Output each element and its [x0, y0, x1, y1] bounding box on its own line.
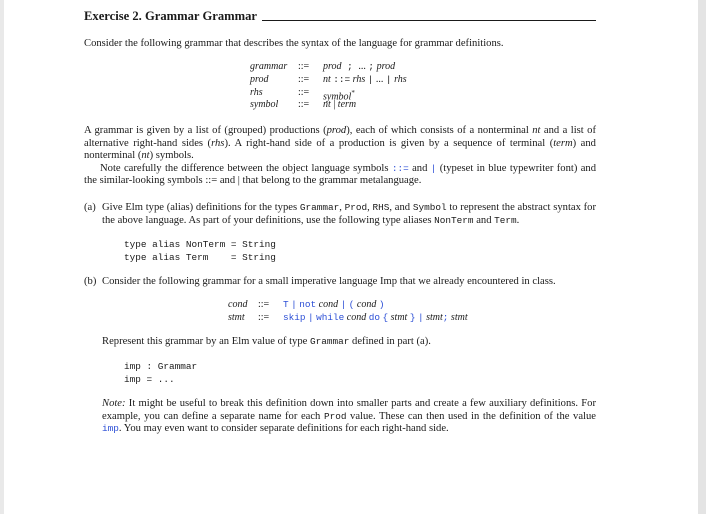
imp-grammar: [228, 299, 508, 325]
represent-text: Represent this grammar by an Elm value of type Grammar defined in part (a).: [102, 336, 431, 347]
part-a-label: (a): [84, 202, 96, 213]
left-margin-shade: [0, 0, 4, 514]
note-paragraph: Note: It might be useful to break this definition down into smaller parts and create a few auxiliary definitions. For example, you can define a separate name for each Prod value. These can then used in the definition of the value imp. You may even want to consider separate definitions for each right-hand side.: [102, 398, 596, 435]
right-margin-shade: [698, 0, 706, 514]
grammar-rule: [250, 61, 450, 74]
stmt-rhs: skip | while cond do { stmt } | stmt; stmt: [283, 311, 468, 323]
note-label: Note:: [102, 398, 126, 409]
imp-code: imp : Grammar imp = ...: [124, 361, 198, 386]
description-paragraph: A grammar is given by a list of (grouped) productions (prod), each of which consists of a nonterminal nt and a list of alternative right-hand sides (rhs). A right-hand side of a production is given by a sequence of terminal (term) and nonterminal (nt) symbols. Note carefully the difference between the object language symbols ::= and | (typeset in blue typewriter font) and the similar-looking symbols ::= and | that belong to the grammar metalanguage.: [84, 125, 597, 187]
grammar-rhs: prod ; ... ; prod: [323, 61, 396, 72]
define-symbol: ::=: [298, 61, 310, 72]
define-symbol: ::=: [298, 73, 310, 85]
grammar-definition: [250, 61, 450, 112]
symbol-lhs: symbol: [250, 99, 279, 111]
rhs-rhs: symbol*: [323, 88, 355, 102]
rhs-lhs: rhs: [250, 86, 263, 98]
exercise-title: Exercise 2. Grammar Grammar: [84, 9, 257, 23]
prod-rule: [250, 74, 450, 87]
cond-rule: [228, 299, 508, 312]
prod-lhs: prod: [250, 73, 269, 85]
cond-rhs: T | not cond | ( cond ): [283, 299, 385, 310]
stmt-lhs: stmt: [228, 311, 245, 323]
symbol-rule: [250, 99, 450, 112]
type-alias-code: type alias NonTerm = String type alias Term = String: [124, 239, 276, 264]
cond-lhs: cond: [228, 299, 248, 310]
stmt-rule: [228, 312, 508, 325]
define-symbol: ::=: [258, 299, 270, 310]
grammar-lhs: grammar: [250, 61, 288, 72]
part-b-label: (b): [84, 276, 97, 287]
part-b-intro: Consider the following grammar for a small imperative language Imp that we already encountered in class.: [102, 276, 556, 287]
define-symbol: ::=: [298, 86, 310, 98]
define-symbol: ::=: [298, 99, 310, 111]
intro-text: Consider the following grammar that describes the syntax of the language for grammar definitions.: [84, 38, 504, 49]
symbol-rhs: nt | term: [323, 99, 357, 111]
prod-rhs: nt ::= rhs | ... | rhs: [323, 73, 407, 85]
part-a-text: Give Elm type (alias) definitions for the types Grammar, Prod, RHS, and Symbol to represent the abstract syntax for the above language. As part of your definitions, use the following type aliases NonTerm and Term.: [102, 202, 596, 226]
define-symbol: ::=: [258, 311, 270, 323]
title-rule: [262, 20, 596, 21]
rhs-rule: [250, 87, 450, 100]
